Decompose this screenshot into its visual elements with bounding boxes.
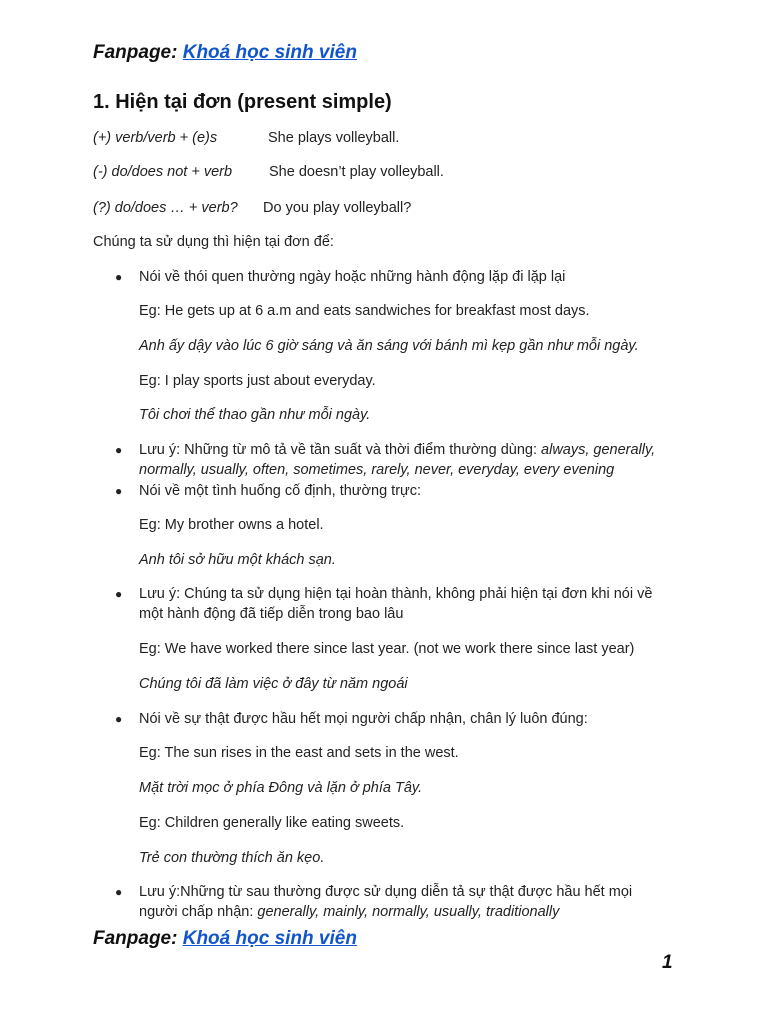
example-fixed-situation: Eg: My brother owns a hotel. xyxy=(139,517,324,533)
form-negative-example: She doesn’t play volleyball. xyxy=(269,164,444,180)
form-question-formula: (?) do/does … + verb? xyxy=(93,200,238,216)
example-habit-2: Eg: I play sports just about everyday. xyxy=(139,373,376,389)
page-number: 1 xyxy=(662,952,673,973)
translation-habit-2: Tôi chơi thể thao gần như mỗi ngày. xyxy=(139,407,371,423)
example-present-perfect: Eg: We have worked there since last year. (not we work there since last year) xyxy=(139,641,635,657)
note-frequency-words xyxy=(139,440,684,480)
form-question-example: Do you play volleyball? xyxy=(263,200,412,216)
fanpage-label: Fanpage: xyxy=(93,928,178,949)
header-fanpage xyxy=(93,42,357,64)
example-truth-2: Eg: Children generally like eating sweets. xyxy=(139,815,405,831)
truth-words: generally, mainly, normally, usually, traditionally xyxy=(257,904,560,920)
form-positive-formula: (+) verb/verb + (e)s xyxy=(93,130,218,146)
bullet-icon: ● xyxy=(115,484,123,498)
translation-habit-1: Anh ấy dậy vào lúc 6 giờ sáng và ăn sáng với bánh mì kẹp gần như mỗi ngày. xyxy=(139,338,639,354)
example-habit-1: Eg: He gets up at 6 a.m and eats sandwiches for breakfast most days. xyxy=(139,303,590,319)
form-positive-example: She plays volleyball. xyxy=(268,130,400,146)
bullet-habit: Nói về thói quen thường ngày hoặc những hành động lặp đi lặp lại xyxy=(139,269,566,285)
fanpage-link[interactable]: Khoá học sinh viên xyxy=(182,928,357,949)
bullet-icon: ● xyxy=(115,885,123,899)
bullet-fixed-situation: Nói về một tình huống cố định, thường trực: xyxy=(139,483,422,499)
bullet-general-truth: Nói về sự thật được hầu hết mọi người chấp nhận, chân lý luôn đúng: xyxy=(139,711,588,727)
fanpage-link[interactable]: Khoá học sinh viên xyxy=(182,42,357,63)
note-prefix: Lưu ý:Những từ sau thường được sử dụng diễn tả sự thật được hầu hết mọi người chấp nhận: xyxy=(139,884,633,920)
example-truth-1: Eg: The sun rises in the east and sets in the west. xyxy=(139,745,459,761)
translation-truth-1: Mặt trời mọc ở phía Đông và lặn ở phía Tây. xyxy=(139,780,423,796)
footer-fanpage xyxy=(93,928,357,950)
form-negative-formula: (-) do/does not + verb xyxy=(93,164,233,180)
bullet-icon: ● xyxy=(115,270,123,284)
fanpage-label: Fanpage: xyxy=(93,42,178,63)
translation-truth-2: Trẻ con thường thích ăn kẹo. xyxy=(139,850,325,866)
note-truth-words xyxy=(139,882,669,922)
section-title: 1. Hiện tại đơn (present simple) xyxy=(93,91,392,113)
bullet-icon: ● xyxy=(115,587,123,601)
frequency-words: always, generally, normally, usually, often, sometimes, rarely, never, everyday, every evening xyxy=(139,442,656,478)
note-present-perfect: Lưu ý: Chúng ta sử dụng hiện tại hoàn thành, không phải hiện tại đơn khi nói về một hành động đã tiếp diễn trong bao lâu xyxy=(139,586,653,622)
note-prefix: Lưu ý: Những từ mô tả về tần suất và thời điểm thường dùng: xyxy=(139,442,542,458)
intro-text: Chúng ta sử dụng thì hiện tại đơn để: xyxy=(93,234,334,250)
bullet-icon: ● xyxy=(115,712,123,726)
translation-fixed-situation: Anh tôi sở hữu một khách sạn. xyxy=(139,552,336,568)
bullet-icon: ● xyxy=(115,443,123,457)
translation-present-perfect: Chúng tôi đã làm việc ở đây từ năm ngoái xyxy=(139,676,408,692)
